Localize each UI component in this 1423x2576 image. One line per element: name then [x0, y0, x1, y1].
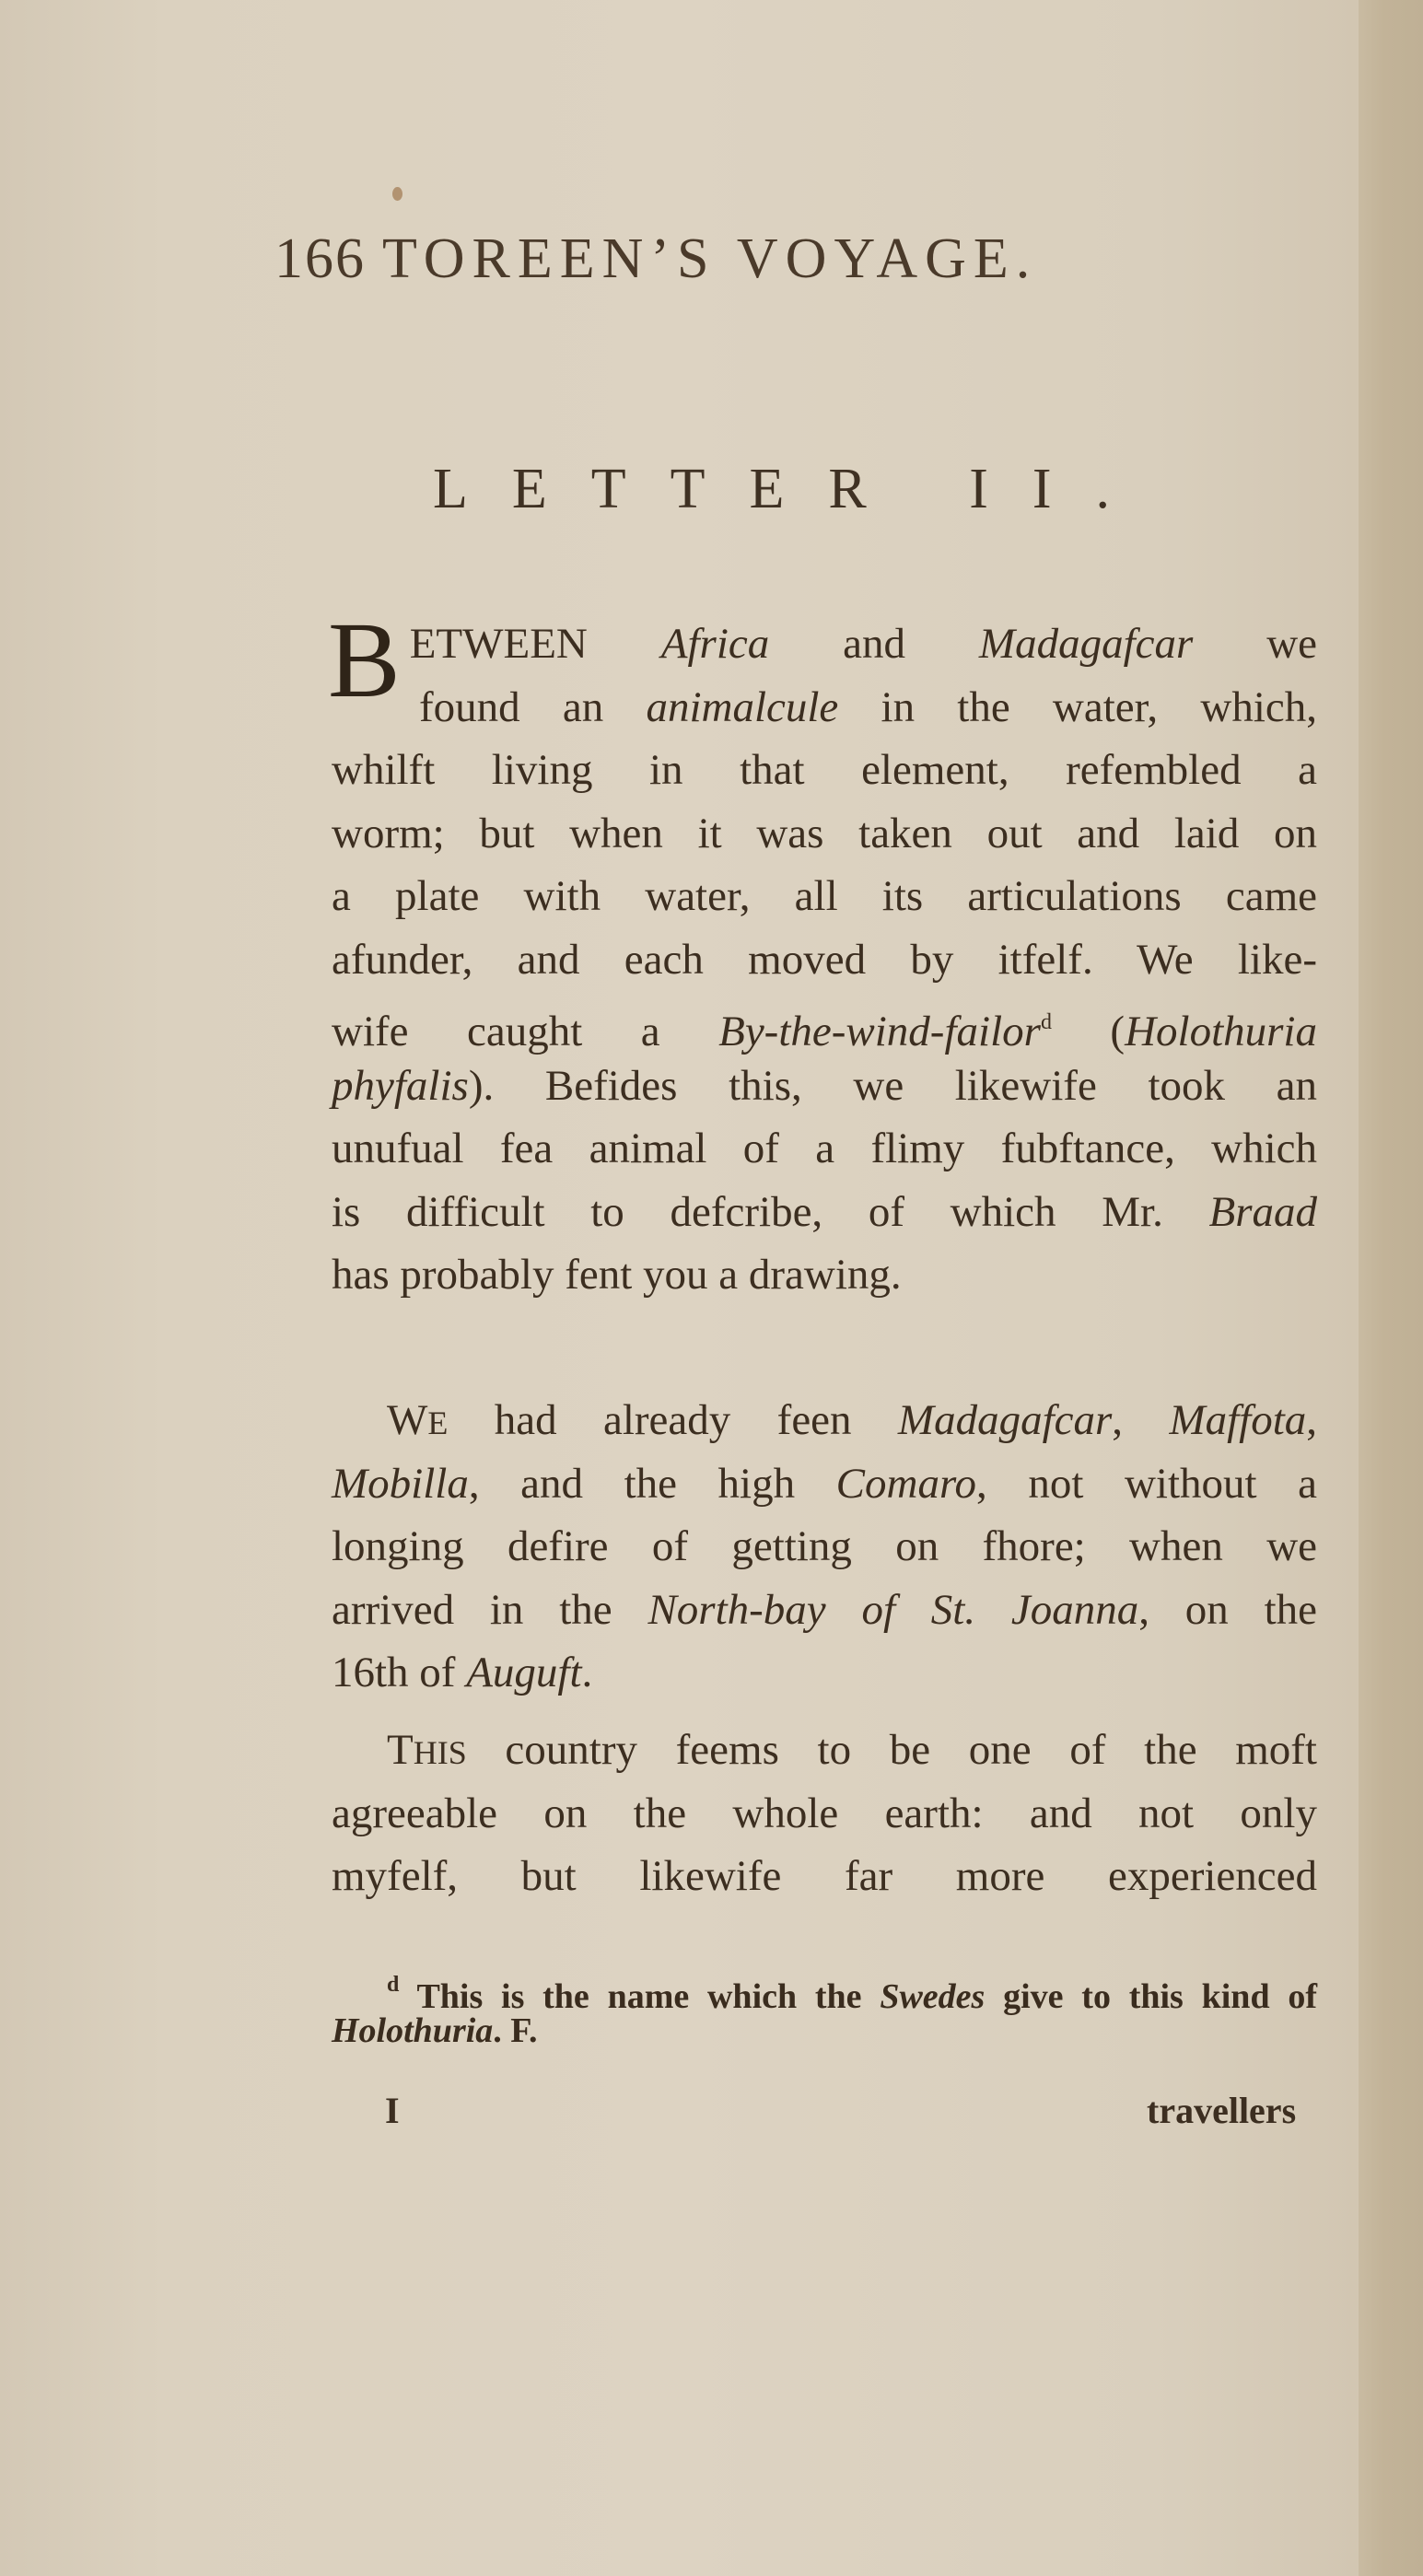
small-caps: E	[427, 1405, 449, 1441]
text-line: ETWEEN Africa and Madagafcar we	[409, 620, 1317, 668]
text-line: whilft living in that element, refembled a	[332, 746, 1317, 794]
text-line: 16th of Auguft.	[332, 1649, 593, 1696]
ink-spot	[392, 187, 402, 201]
italic-term: Madagafcar	[897, 1396, 1113, 1444]
italic-term: Mobilla	[332, 1459, 469, 1508]
italic-term: Swedes	[880, 1977, 986, 2016]
paragraph-1	[328, 600, 1317, 1307]
paragraph-3-lines	[332, 1719, 1317, 1908]
italic-term: Holothuria	[332, 2011, 494, 2050]
text-line: longing defire of getting on fhore; when we	[332, 1522, 1317, 1570]
text-line: arrived in the North-bay of St. Joanna, on the	[332, 1585, 1318, 1634]
text-line: THIS country feems to be one of the moft	[387, 1726, 1317, 1774]
running-title: TOREEN’S VOYAGE.	[382, 227, 1038, 290]
italic-term: Madagafcar	[978, 620, 1194, 668]
page-number: 166	[274, 227, 366, 290]
text-line: WE had already feen Madagafcar, Maffota,	[387, 1396, 1318, 1444]
text-line: worm; but when it was taken out and laid on	[332, 809, 1317, 857]
letter-heading: LETTER II.	[433, 458, 1155, 520]
text-line: unufual fea animal of a flimy fubftance, which	[332, 1125, 1317, 1172]
text-line: agreeable on the whole earth: and not only	[332, 1789, 1317, 1837]
italic-term: By-the-wind-failor	[718, 1008, 1041, 1055]
paragraph-2	[332, 1389, 1317, 1705]
text-line: afunder, and each moved by itfelf. We like-	[332, 935, 1317, 984]
italic-term: Braad	[1208, 1187, 1317, 1236]
footnote-marker: d	[387, 1973, 400, 1997]
text-line: myfelf, but likewife far more experienced	[332, 1852, 1317, 1900]
text-line: $^d$ This is the name which the Swedes give to this kind of	[387, 1973, 1317, 2016]
text-line: phyfalis). Befides this, we likewife took an	[332, 1061, 1317, 1110]
paragraph-1-lines	[332, 612, 1317, 1307]
text-line: found an animalcule in the water, which,	[419, 682, 1317, 731]
text-line: has probably fent you a drawing.	[332, 1251, 902, 1299]
italic-term: North-bay of St. Joanna	[647, 1585, 1139, 1634]
italic-term: Holothuria	[1125, 1008, 1317, 1055]
italic-term: animalcule	[646, 682, 839, 731]
drop-cap: B	[328, 600, 401, 720]
text-line: wife caught a By-the-wind-failor$^d$ (Holothuria	[332, 1008, 1317, 1055]
text-line: Mobilla, and the high Comaro, not without a	[332, 1459, 1317, 1508]
italic-term: Comaro	[835, 1459, 977, 1508]
italic-term: Africa	[660, 620, 770, 668]
italic-term: Auguft	[466, 1649, 582, 1696]
paragraph-3	[332, 1719, 1317, 1908]
text-line: is difficult to defcribe, of which Mr. Braad	[332, 1187, 1317, 1236]
text-line: a plate with water, all its articulations came	[332, 872, 1317, 920]
small-caps: HIS	[413, 1734, 467, 1771]
page-edge-shadow	[1359, 0, 1423, 2576]
paragraph-2-lines	[332, 1389, 1317, 1705]
catchword: travellers	[1147, 2090, 1297, 2131]
text-line: Holothuria. F.	[332, 2011, 538, 2050]
footnote-marker: d	[1040, 1010, 1052, 1034]
footnote	[332, 1962, 1317, 2054]
italic-term: phyfalis	[332, 1061, 469, 1110]
signature-mark: I	[385, 2090, 400, 2131]
footnote-lines	[332, 1962, 1317, 2054]
running-head	[274, 227, 1037, 292]
italic-term: Maffota	[1169, 1396, 1307, 1444]
